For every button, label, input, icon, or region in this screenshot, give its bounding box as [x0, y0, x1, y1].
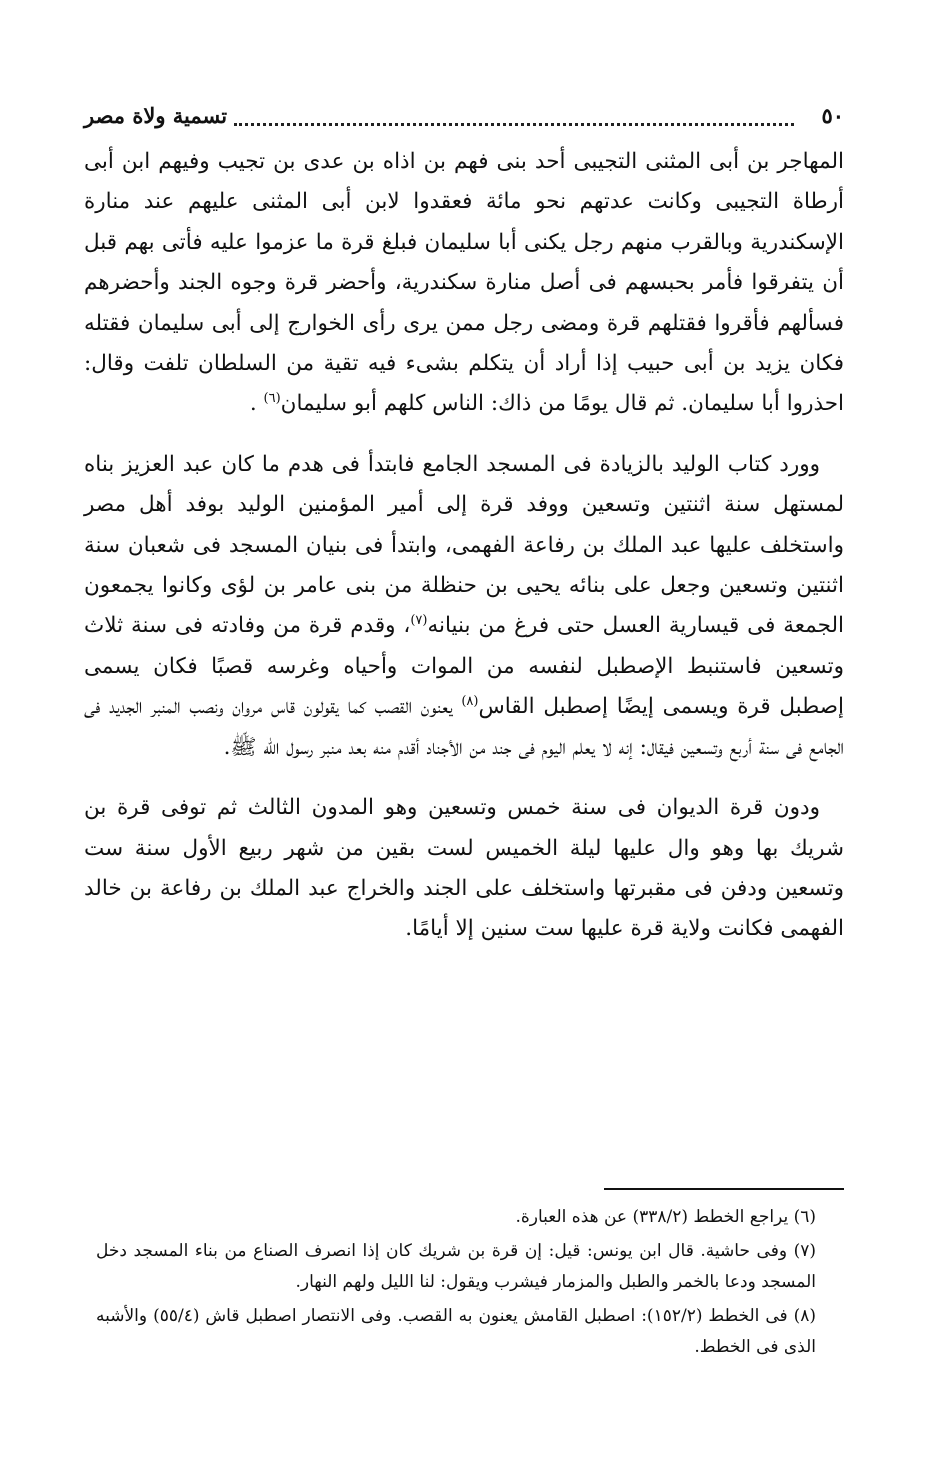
paragraph-3: [84, 788, 844, 950]
footnote-6: (٦) يراجع الخطط (٣٣٨/٢) عن هذه العبارة.: [515, 1207, 816, 1227]
footnote-separator: [604, 1188, 844, 1190]
running-title: تسمية ولاة مصر: [84, 103, 228, 128]
page-header: [84, 103, 844, 139]
paragraph-1: [84, 142, 844, 425]
footnote-7: (٧) وفى حاشية. قال ابن يونس: قيل: إن قرة بن شريك كان إذا انصرف الصناع من بناء المسجد دخل المسجد ودعا بالخمر والطبل والمزمار فيشرب ويقول: لنا الليل ولهم النهار.: [96, 1241, 816, 1292]
footnote-ref-6: (٦): [263, 391, 281, 407]
footnote-8: (٨) فى الخطط (١٥٢/٢): اصطبل القامش يعنون به القصب. وفى الانتصار اصطبل قاش (٥٥/٤) والأشبه الذى فى الخطط.: [96, 1306, 817, 1357]
footnote-ref-7: (٧): [410, 613, 428, 629]
header-dotted-leader: [234, 123, 794, 126]
paragraph-1-text: المهاجر بن أبى المثنى التجيبى أحد بنى فهم بن اذاه بن عدى بن تجيب وفيهم ابن أبى أرطاة التجيبى وكانت عدتهم نحو مائة فعقدوا لابن أبى المثنى عليهم عند منارة الإسكندرية وبالقرب منهم رجل يكنى أبا سليمان فبلغ قرة ما عزموا عليه فأتى بهم قبل أن يتفرقوا فأمر بحبسهم فى أصل منارة سكندرية، وأحضر قرة وجوه الجند وأحضرهم فسألهم فأقروا فقتلهم قرة ومضى رجل ممن يرى رأى الخوارج إلى أبى سليمان فقتله فكان يزيد بن أبى حبيب إذا أراد أن يتكلم بشىء فيه تقية من السلطان تلفت وقال: احذروا أبا سليمان. ثم قال يومًا من ذاك: الناس كلهم أبو سليمان: [84, 149, 844, 417]
footnote-ref-8: (٨): [461, 694, 479, 710]
paragraph-2: [84, 445, 844, 768]
paragraph-3-text: ودون قرة الديوان فى سنة خمس وتسعين وهو المدون الثالث ثم توفى قرة بن شريك بها وهو وال عليها ليلة الخميس لست بقين من شهر ربيع الأول سنة ست وتسعين ودفن فى مقبرتها واستخلف على الجند والخراج عبد الملك بن رفاعة بن خالد الفهمى فكانت ولاية قرة عليها ست سنين إلا أيامًا.: [84, 795, 844, 942]
page-number: ٥٠: [821, 103, 844, 128]
footnotes: [96, 1202, 816, 1366]
paragraph-1-tail: .: [249, 391, 264, 417]
paragraph-2-text-b: ، وقدم قرة من وفادته فى سنة ثلاث وتسعين فاستنبط الإصطبل لنفسه من الموات وأحياه وغرسه قصبًا فكان يسمى إصطبل قرة ويسمى إيضًا إصطبل القاس: [84, 613, 844, 720]
main-text: [84, 142, 844, 970]
paragraph-2-text-a: وورد كتاب الوليد بالزيادة فى المسجد الجامع فابتدأ فى هدم ما كان عبد العزيز بناه لمستهل سنة اثنتين وتسعين ووفد قرة إلى أمير المؤمنين الوليد بوفد أهل مصر واستخلف عليها عبد الملك بن رفاعة الفهمى، وابتدأ فى بنيان المسجد فى شعبان سنة اثنتين وتسعين وجعل على بنائه يحيى بن حنظلة من بنى عامر بن لؤى وكانوا يجمعون الجمعة فى قيسارية العسل حتى فرغ من بنيانه: [84, 451, 845, 639]
paragraph-2-text-c: يعنون القصب كما يقولون قاس مروان ونصب المنبر الجديد فى الجامع فى سنة أربع وتسعين فيقال: إنه لا يعلم اليوم فى جند من الأجناد أقدم منه بعد منبر رسول الله ﷺ.: [84, 694, 844, 760]
